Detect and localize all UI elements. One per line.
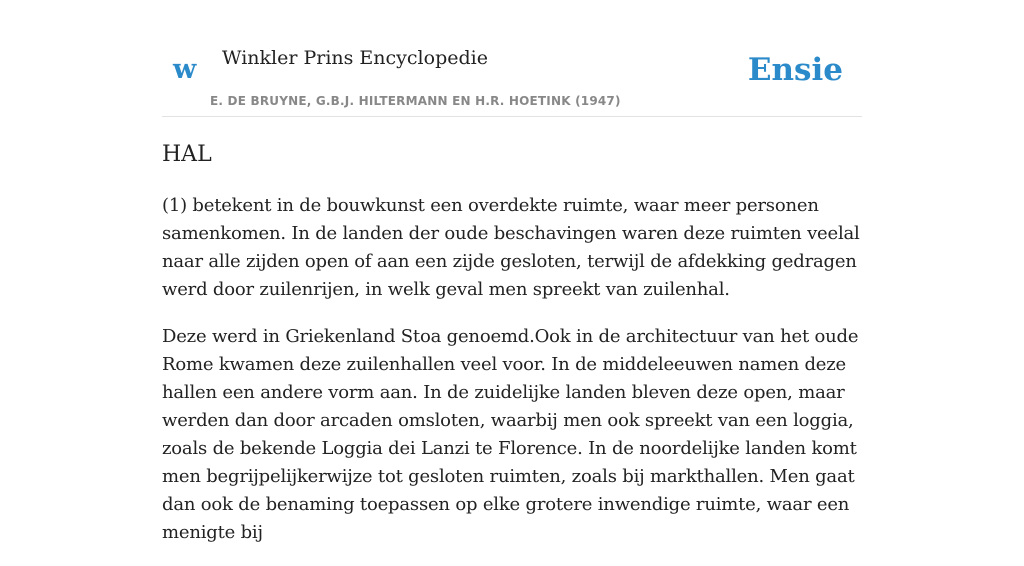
authors-line: E. DE BRUYNE, G.B.J. HILTERMANN EN H.R. HOETINK (1947) — [210, 94, 621, 108]
page — [162, 0, 862, 543]
site-header — [162, 0, 862, 117]
paragraph: Deze werd in Griekenland Stoa genoemd.Ook in de architectuur van het oude Rome kwamen deze zuilenhallen veel voor. In de middeleeuwen namen deze hallen een andere vorm aan. In de zuidelijke landen bleven deze open, maar werden dan door arcaden omsloten, waarbij men ook spreekt van een loggia, zoals de bekende Loggia dei Lanzi te Florence. In de noordelijke landen komt men begrijpelijkerwijze tot gesloten ruimten, zoals bij markthallen. Men gaat dan ook de benaming toepassen op elke grotere inwendige ruimte, waar een menigte bij — [162, 326, 859, 543]
article-body — [162, 192, 862, 566]
brand-logo[interactable]: Ensie — [747, 52, 843, 88]
site-title[interactable]: Winkler Prins Encyclopedie — [222, 47, 488, 69]
article-title: HAL — [162, 142, 212, 167]
paragraph: (1) betekent in de bouwkunst een overdekte ruimte, waar meer personen samenkomen. In de landen der oude beschavingen waren deze ruimten veelal naar alle zijden open of aan een zijde gesloten, terwijl de afdekking gedragen werd door zuilenrijen, in welk geval men spreekt van zuilenhal. — [162, 195, 860, 300]
logo-icon[interactable]: w — [173, 54, 197, 85]
